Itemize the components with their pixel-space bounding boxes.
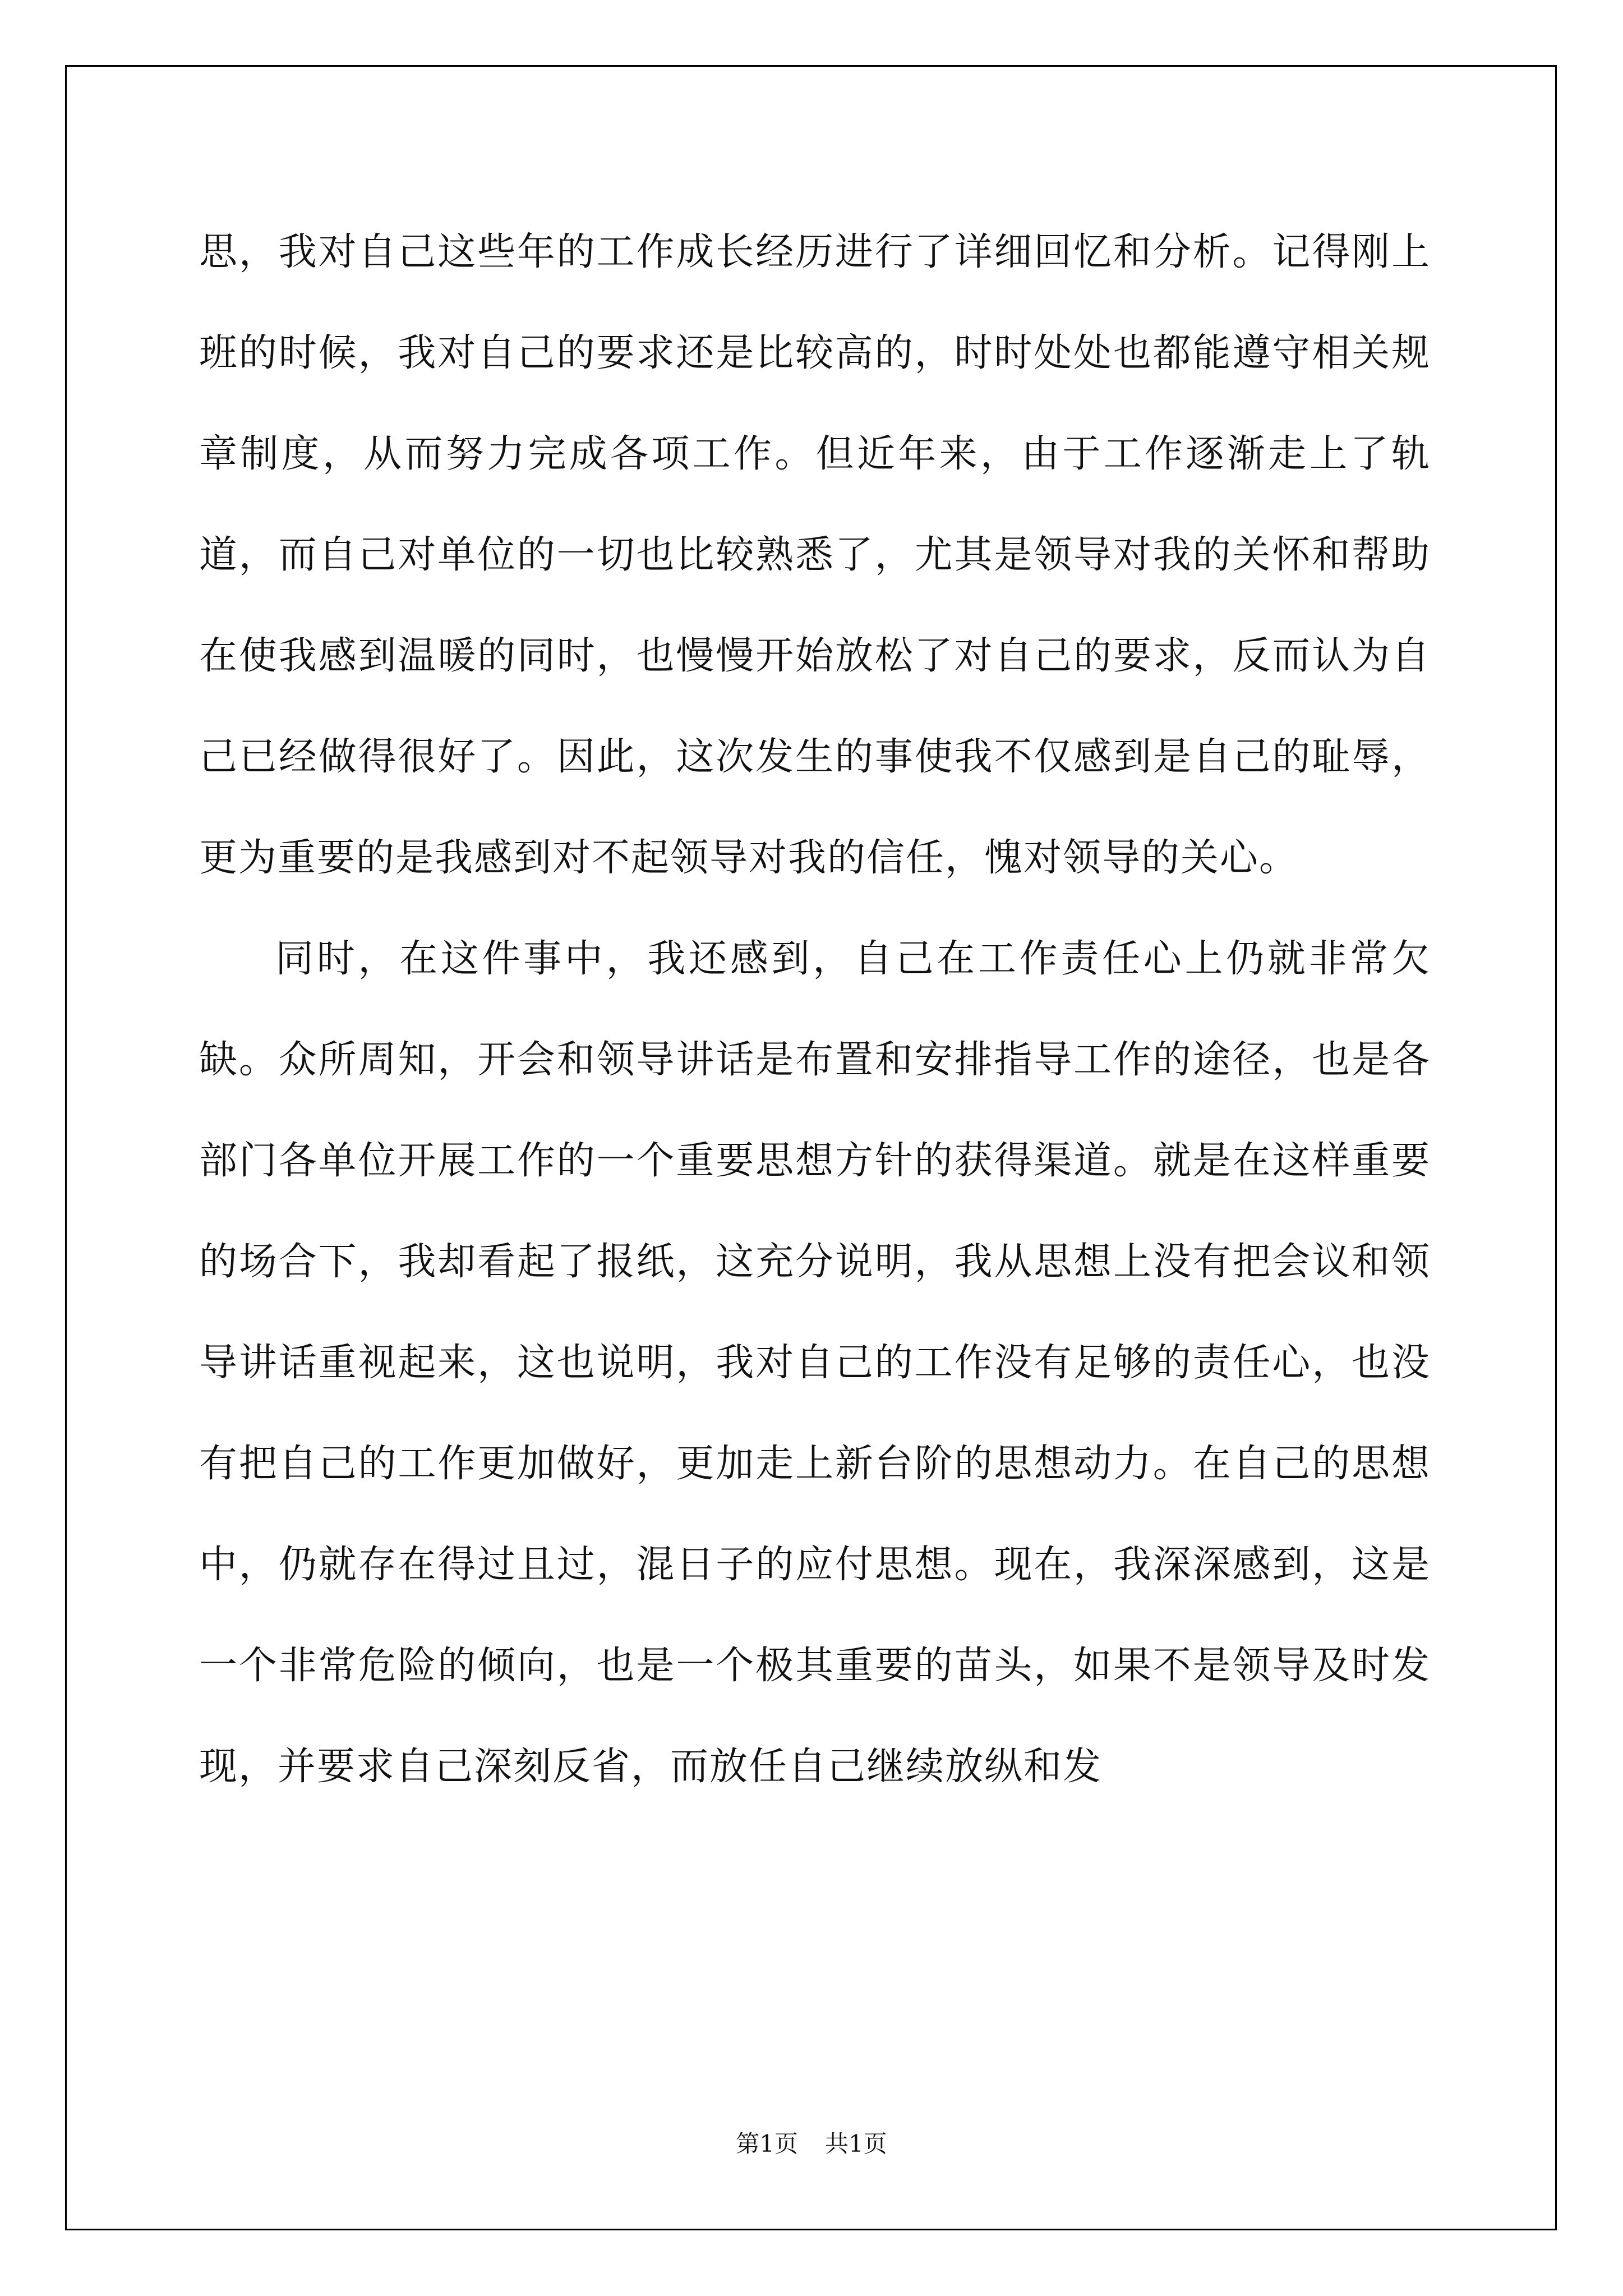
page-footer	[0, 2130, 1623, 2158]
paragraph-1: 思，我对自己这些年的工作成长经历进行了详细回忆和分析。记得刚上班的时候，我对自己的要求还是比较高的，时时处处也都能遵守相关规章制度，从而努力完成各项工作。但近年来，由于工作逐渐走上了轨道，而自己对单位的一切也比较熟悉了，尤其是领导对我的关怀和帮助在使我感到温暖的同时，也慢慢开始放松了对自己的要求，反而认为自己已经做得很好了。因此，这次发生的事使我不仅感到是自己的耻辱，更为重要的是我感到对不起领导对我的信任，愧对领导的关心。	[199, 230, 1431, 880]
document-body	[199, 202, 1431, 1818]
paragraph-2: 同时，在这件事中，我还感到，自己在工作责任心上仍就非常欠缺。众所周知，开会和领导讲话是布置和安排指导工作的途径，也是各部门各单位开展工作的一个重要思想方针的获得渠道。就是在这样重要的场合下，我却看起了报纸，这充分说明，我从思想上没有把会议和领导讲话重视起来，这也说明，我对自己的工作没有足够的责任心，也没有把自己的工作更加做好，更加走上新台阶的思想动力。在自己的思想中，仍就存在得过且过，混日子的应付思想。现在，我深深感到，这是一个非常危险的倾向，也是一个极其重要的苗头，如果不是领导及时发现，并要求自己深刻反省，而放任自己继续放纵和发	[199, 937, 1431, 1789]
page-total: 共1页	[825, 2130, 887, 2157]
page-number: 第1页	[736, 2130, 798, 2157]
